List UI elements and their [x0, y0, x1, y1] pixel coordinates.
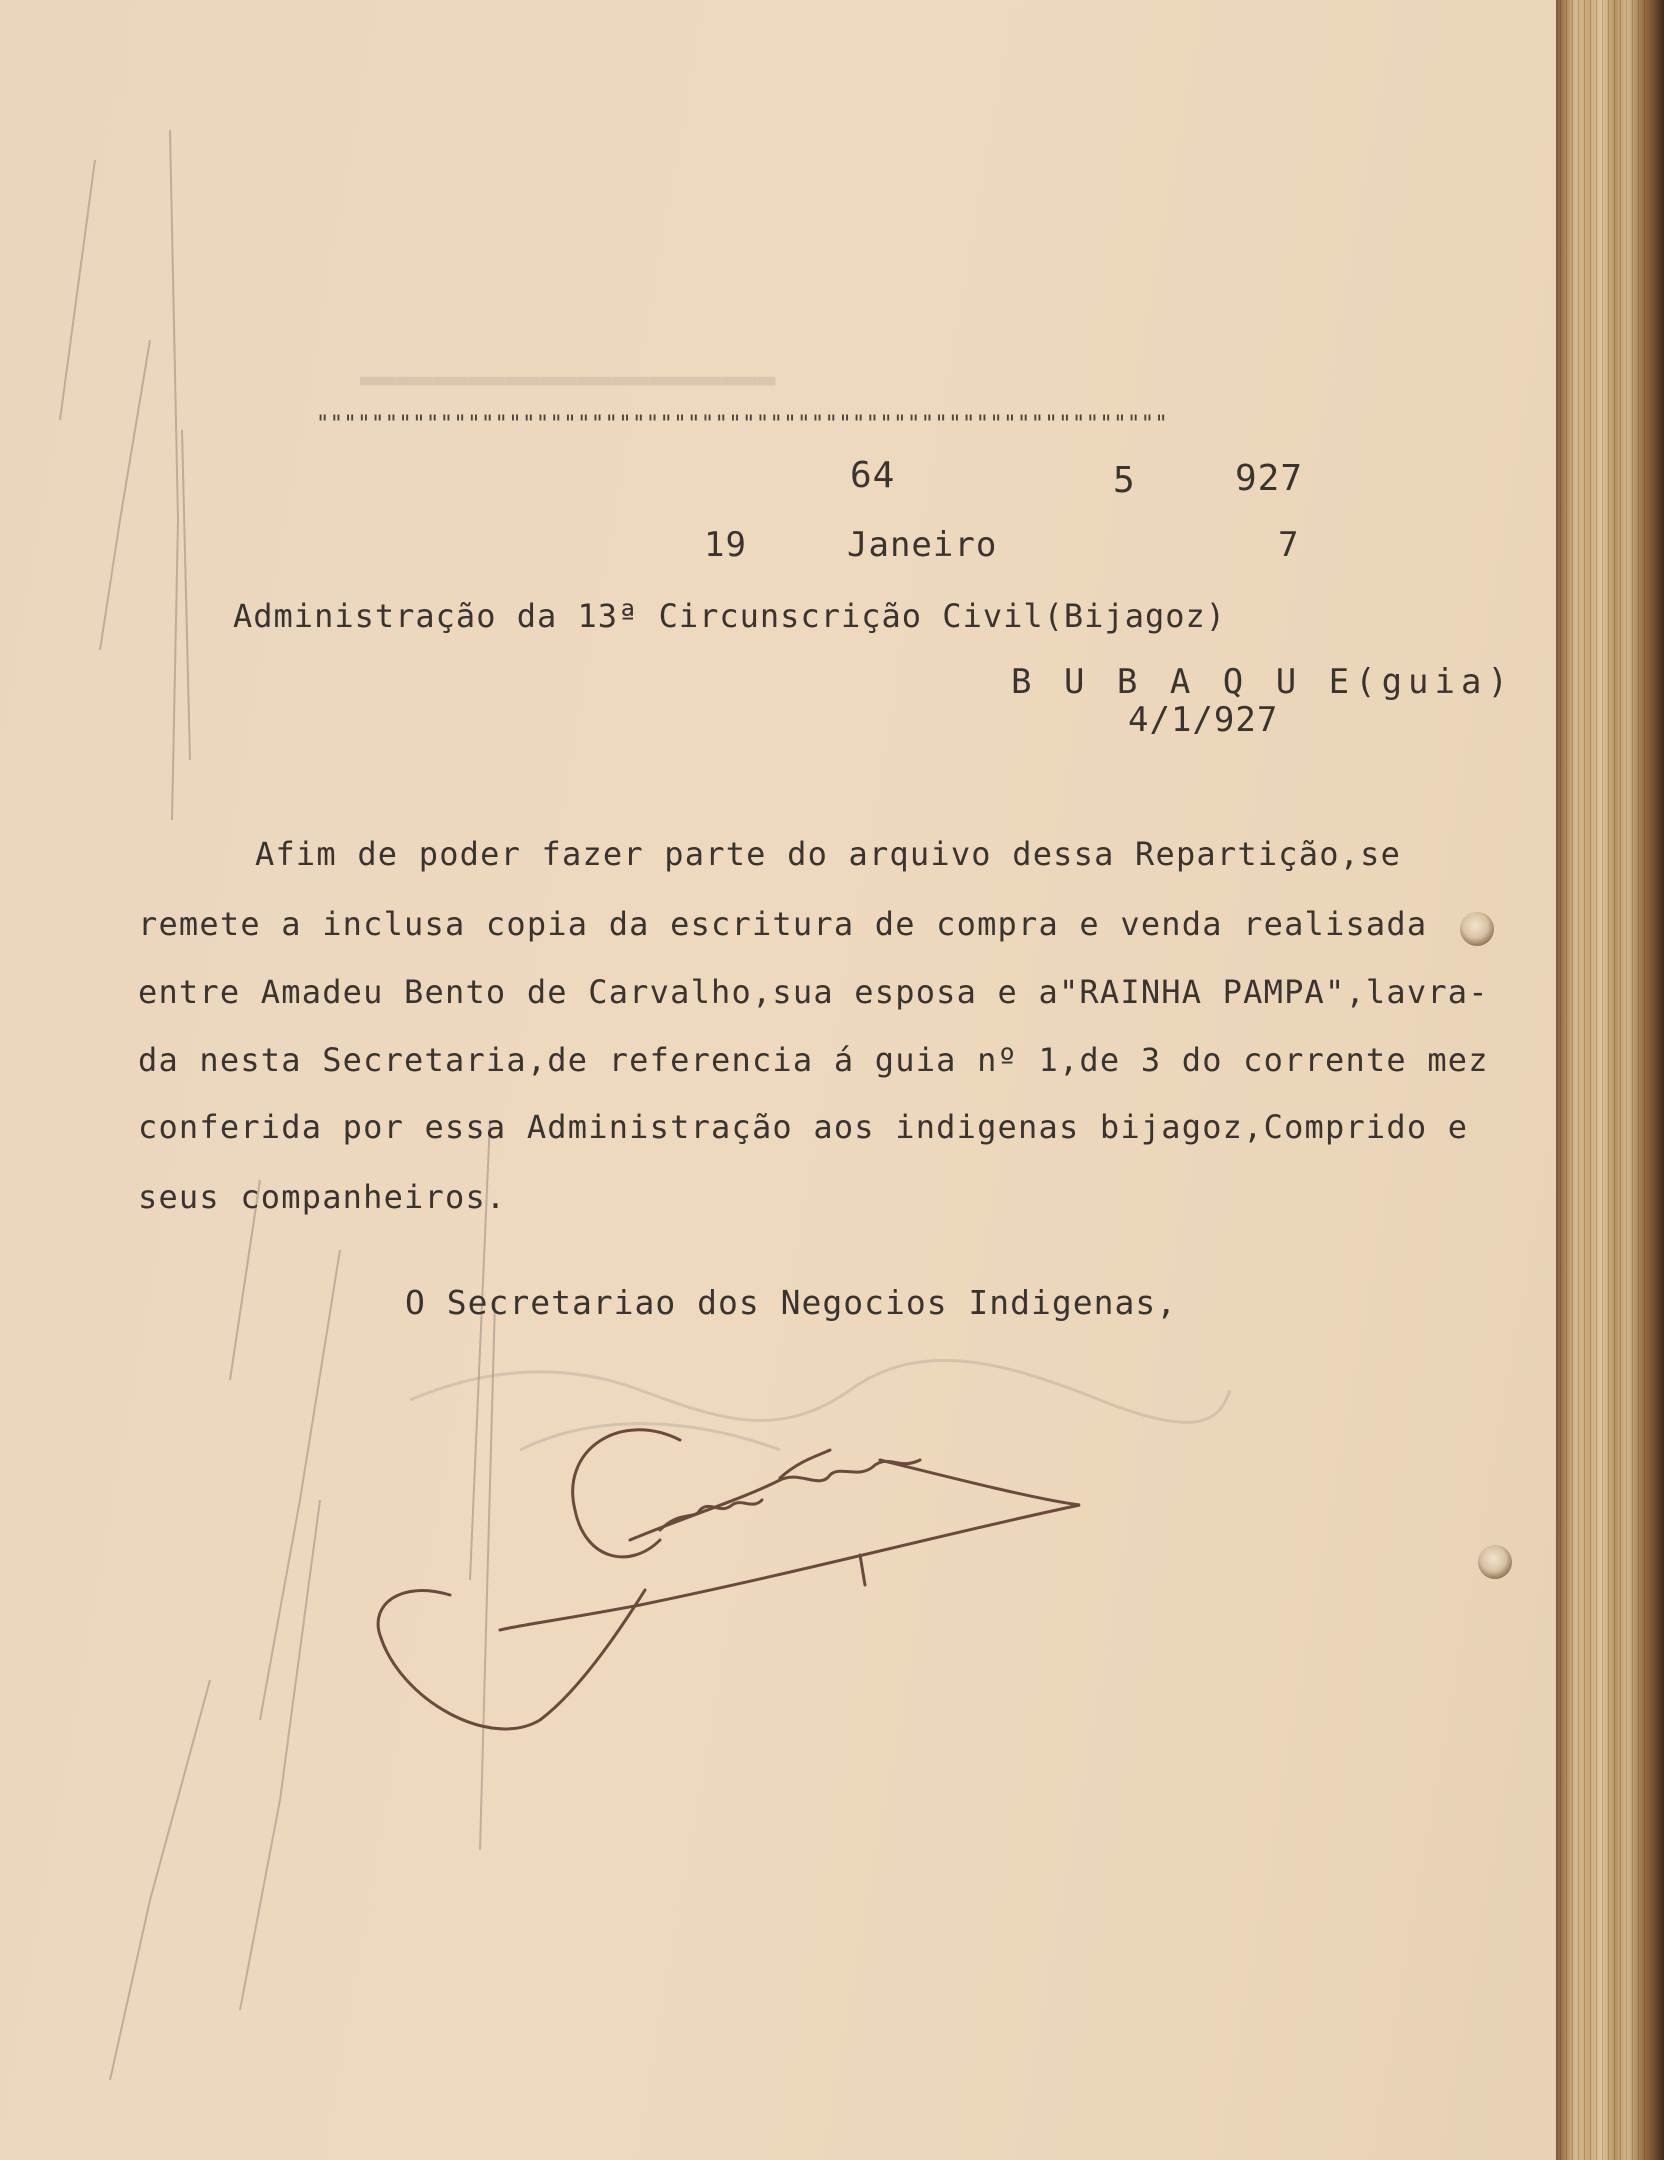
place-date: 4/1/927 — [1128, 700, 1279, 740]
body-line: remete a inclusa copia da escritura de compra e venda realisada — [138, 905, 1428, 943]
date-year: 7 — [1278, 525, 1300, 565]
punch-hole — [1460, 912, 1494, 946]
body-line: seus companheiros. — [138, 1178, 507, 1216]
body-line: Afim de poder fazer parte do arquivo dessa Repartição,se — [255, 835, 1402, 873]
body-line: da nesta Secretaria,de referencia á guia nº 1,de 3 do corrente mez — [138, 1041, 1489, 1079]
page-edges — [1560, 0, 1650, 2160]
reference-number: 5 — [1113, 460, 1136, 501]
reference-day: 64 — [850, 455, 896, 496]
body-line: conferida por essa Administração aos indigenas bijagoz,Comprido e — [138, 1108, 1469, 1146]
bleed-through-mark: ▬▬▬▬▬▬▬▬▬▬▬▬▬▬▬▬▬▬▬▬▬▬▬ — [360, 362, 776, 397]
reference-year: 927 — [1235, 458, 1304, 499]
sender-heading: Administração da 13ª Circunscrição Civil(Bijagoz) — [233, 597, 1227, 635]
date-day: 19 — [704, 525, 747, 565]
body-line: entre Amadeu Bento de Carvalho,sua esposa e a"RAINHA PAMPA",lavra- — [138, 973, 1489, 1011]
closing-line: O Secretariao dos Negocios Indigenas, — [405, 1283, 1178, 1322]
punch-hole — [1478, 1545, 1512, 1579]
date-month: Janeiro — [847, 525, 998, 565]
handwritten-signature — [360, 1420, 1120, 1750]
place-name: B U B A Q U E(guia) — [1011, 662, 1514, 702]
separator-line: """""""""""""""""""""""""""""""""""""""""""""""""""""""""""""" — [316, 412, 1169, 437]
